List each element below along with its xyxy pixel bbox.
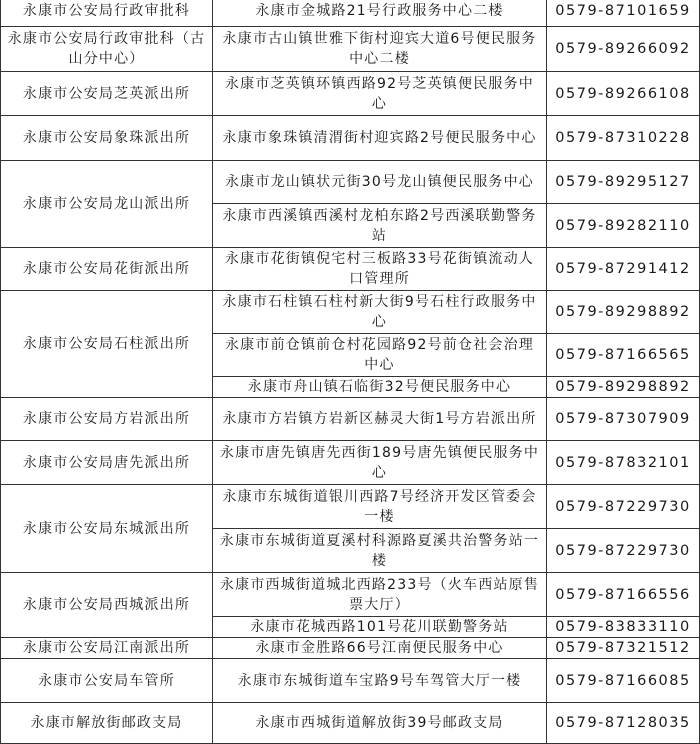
office-address: 永康市东城街道车宝路9号车驾管大厅一楼 bbox=[213, 659, 547, 703]
office-name: 永康市公安局象珠派出所 bbox=[1, 116, 213, 161]
office-phone: 0579-87101659 bbox=[547, 0, 700, 27]
office-address: 永康市花街镇倪宅村三板路33号花街镇流动人口管理所 bbox=[213, 248, 547, 291]
office-address: 永康市石柱镇石柱村新大街9号石柱行政服务中心 bbox=[213, 291, 547, 334]
office-name: 永康市公安局唐先派出所 bbox=[1, 441, 213, 485]
office-name: 永康市公安局行政审批科（古山分中心） bbox=[1, 27, 213, 72]
office-name: 永康市公安局行政审批科 bbox=[1, 0, 213, 27]
office-address: 永康市龙山镇状元街30号龙山镇便民服务中心 bbox=[213, 161, 547, 204]
office-address: 永康市方岩镇方岩新区赫灵大街1号方岩派出所 bbox=[213, 398, 547, 441]
office-name: 永康市公安局江南派出所 bbox=[1, 638, 213, 659]
office-name: 永康市公安局花街派出所 bbox=[1, 248, 213, 291]
office-address: 永康市东城街道夏溪村科源路夏溪共治警务站一楼 bbox=[213, 529, 547, 573]
office-name: 永康市公安局石柱派出所 bbox=[1, 291, 213, 398]
office-phone: 0579-89298892 bbox=[547, 291, 700, 334]
table-row bbox=[1, 441, 700, 485]
office-name: 永康市公安局龙山派出所 bbox=[1, 161, 213, 248]
office-phone: 0579-83833110 bbox=[547, 617, 700, 638]
office-address: 永康市舟山镇石临街32号便民服务中心 bbox=[213, 377, 547, 398]
office-phone: 0579-89298892 bbox=[547, 377, 700, 398]
office-phone: 0579-87128035 bbox=[547, 703, 700, 744]
office-name: 永康市解放街邮政支局 bbox=[1, 703, 213, 744]
table-row bbox=[1, 116, 700, 161]
office-phone: 0579-87321512 bbox=[547, 638, 700, 659]
office-address: 永康市芝英镇环镇西路92号芝英镇便民服务中心 bbox=[213, 72, 547, 116]
office-name: 永康市公安局东城派出所 bbox=[1, 485, 213, 573]
office-phone: 0579-87307909 bbox=[547, 398, 700, 441]
office-address: 永康市古山镇世雅下街村迎宾大道6号便民服务中心二楼 bbox=[213, 27, 547, 72]
office-phone: 0579-87166085 bbox=[547, 659, 700, 703]
office-address: 永康市西城街道解放街39号邮政支局 bbox=[213, 703, 547, 744]
office-phone: 0579-87166556 bbox=[547, 573, 700, 617]
table-row bbox=[1, 0, 700, 27]
office-name: 永康市公安局芝英派出所 bbox=[1, 72, 213, 116]
table-row bbox=[1, 485, 700, 529]
office-address: 永康市金城路21号行政服务中心二楼 bbox=[213, 0, 547, 27]
table-row bbox=[1, 72, 700, 116]
office-phone: 0579-89266092 bbox=[547, 27, 700, 72]
table-row bbox=[1, 398, 700, 441]
office-address: 永康市唐先镇唐先西街189号唐先镇便民服务中心 bbox=[213, 441, 547, 485]
office-phone: 0579-89295127 bbox=[547, 161, 700, 204]
office-phone: 0579-87229730 bbox=[547, 529, 700, 573]
office-address: 永康市东城街道银川西路7号经济开发区管委会一楼 bbox=[213, 485, 547, 529]
office-phone: 0579-87166565 bbox=[547, 334, 700, 377]
office-name: 永康市公安局方岩派出所 bbox=[1, 398, 213, 441]
office-name: 永康市公安局车管所 bbox=[1, 659, 213, 703]
office-name: 永康市公安局西城派出所 bbox=[1, 573, 213, 638]
office-phone: 0579-87832101 bbox=[547, 441, 700, 485]
office-phone: 0579-89282110 bbox=[547, 204, 700, 248]
office-address: 永康市西溪镇西溪村龙柏东路2号西溪联勤警务站 bbox=[213, 204, 547, 248]
office-phone: 0579-89266108 bbox=[547, 72, 700, 116]
table-row bbox=[1, 573, 700, 617]
table-row bbox=[1, 161, 700, 204]
table-row bbox=[1, 659, 700, 703]
table-row bbox=[1, 27, 700, 72]
office-address: 永康市花城西路101号花川联勤警务站 bbox=[213, 617, 547, 638]
table-row bbox=[1, 248, 700, 291]
table-row bbox=[1, 703, 700, 744]
office-phone: 0579-87291412 bbox=[547, 248, 700, 291]
table-row bbox=[1, 291, 700, 334]
office-address: 永康市象珠镇清渭街村迎宾路2号便民服务中心 bbox=[213, 116, 547, 161]
office-address: 永康市西城街道城北西路233号（火车西站原售票大厅） bbox=[213, 573, 547, 617]
office-address: 永康市前仓镇前仓村花园路92号前仓社会治理中心 bbox=[213, 334, 547, 377]
office-phone: 0579-87310228 bbox=[547, 116, 700, 161]
table-row bbox=[1, 638, 700, 659]
office-phone: 0579-87229730 bbox=[547, 485, 700, 529]
office-address: 永康市金胜路66号江南便民服务中心 bbox=[213, 638, 547, 659]
